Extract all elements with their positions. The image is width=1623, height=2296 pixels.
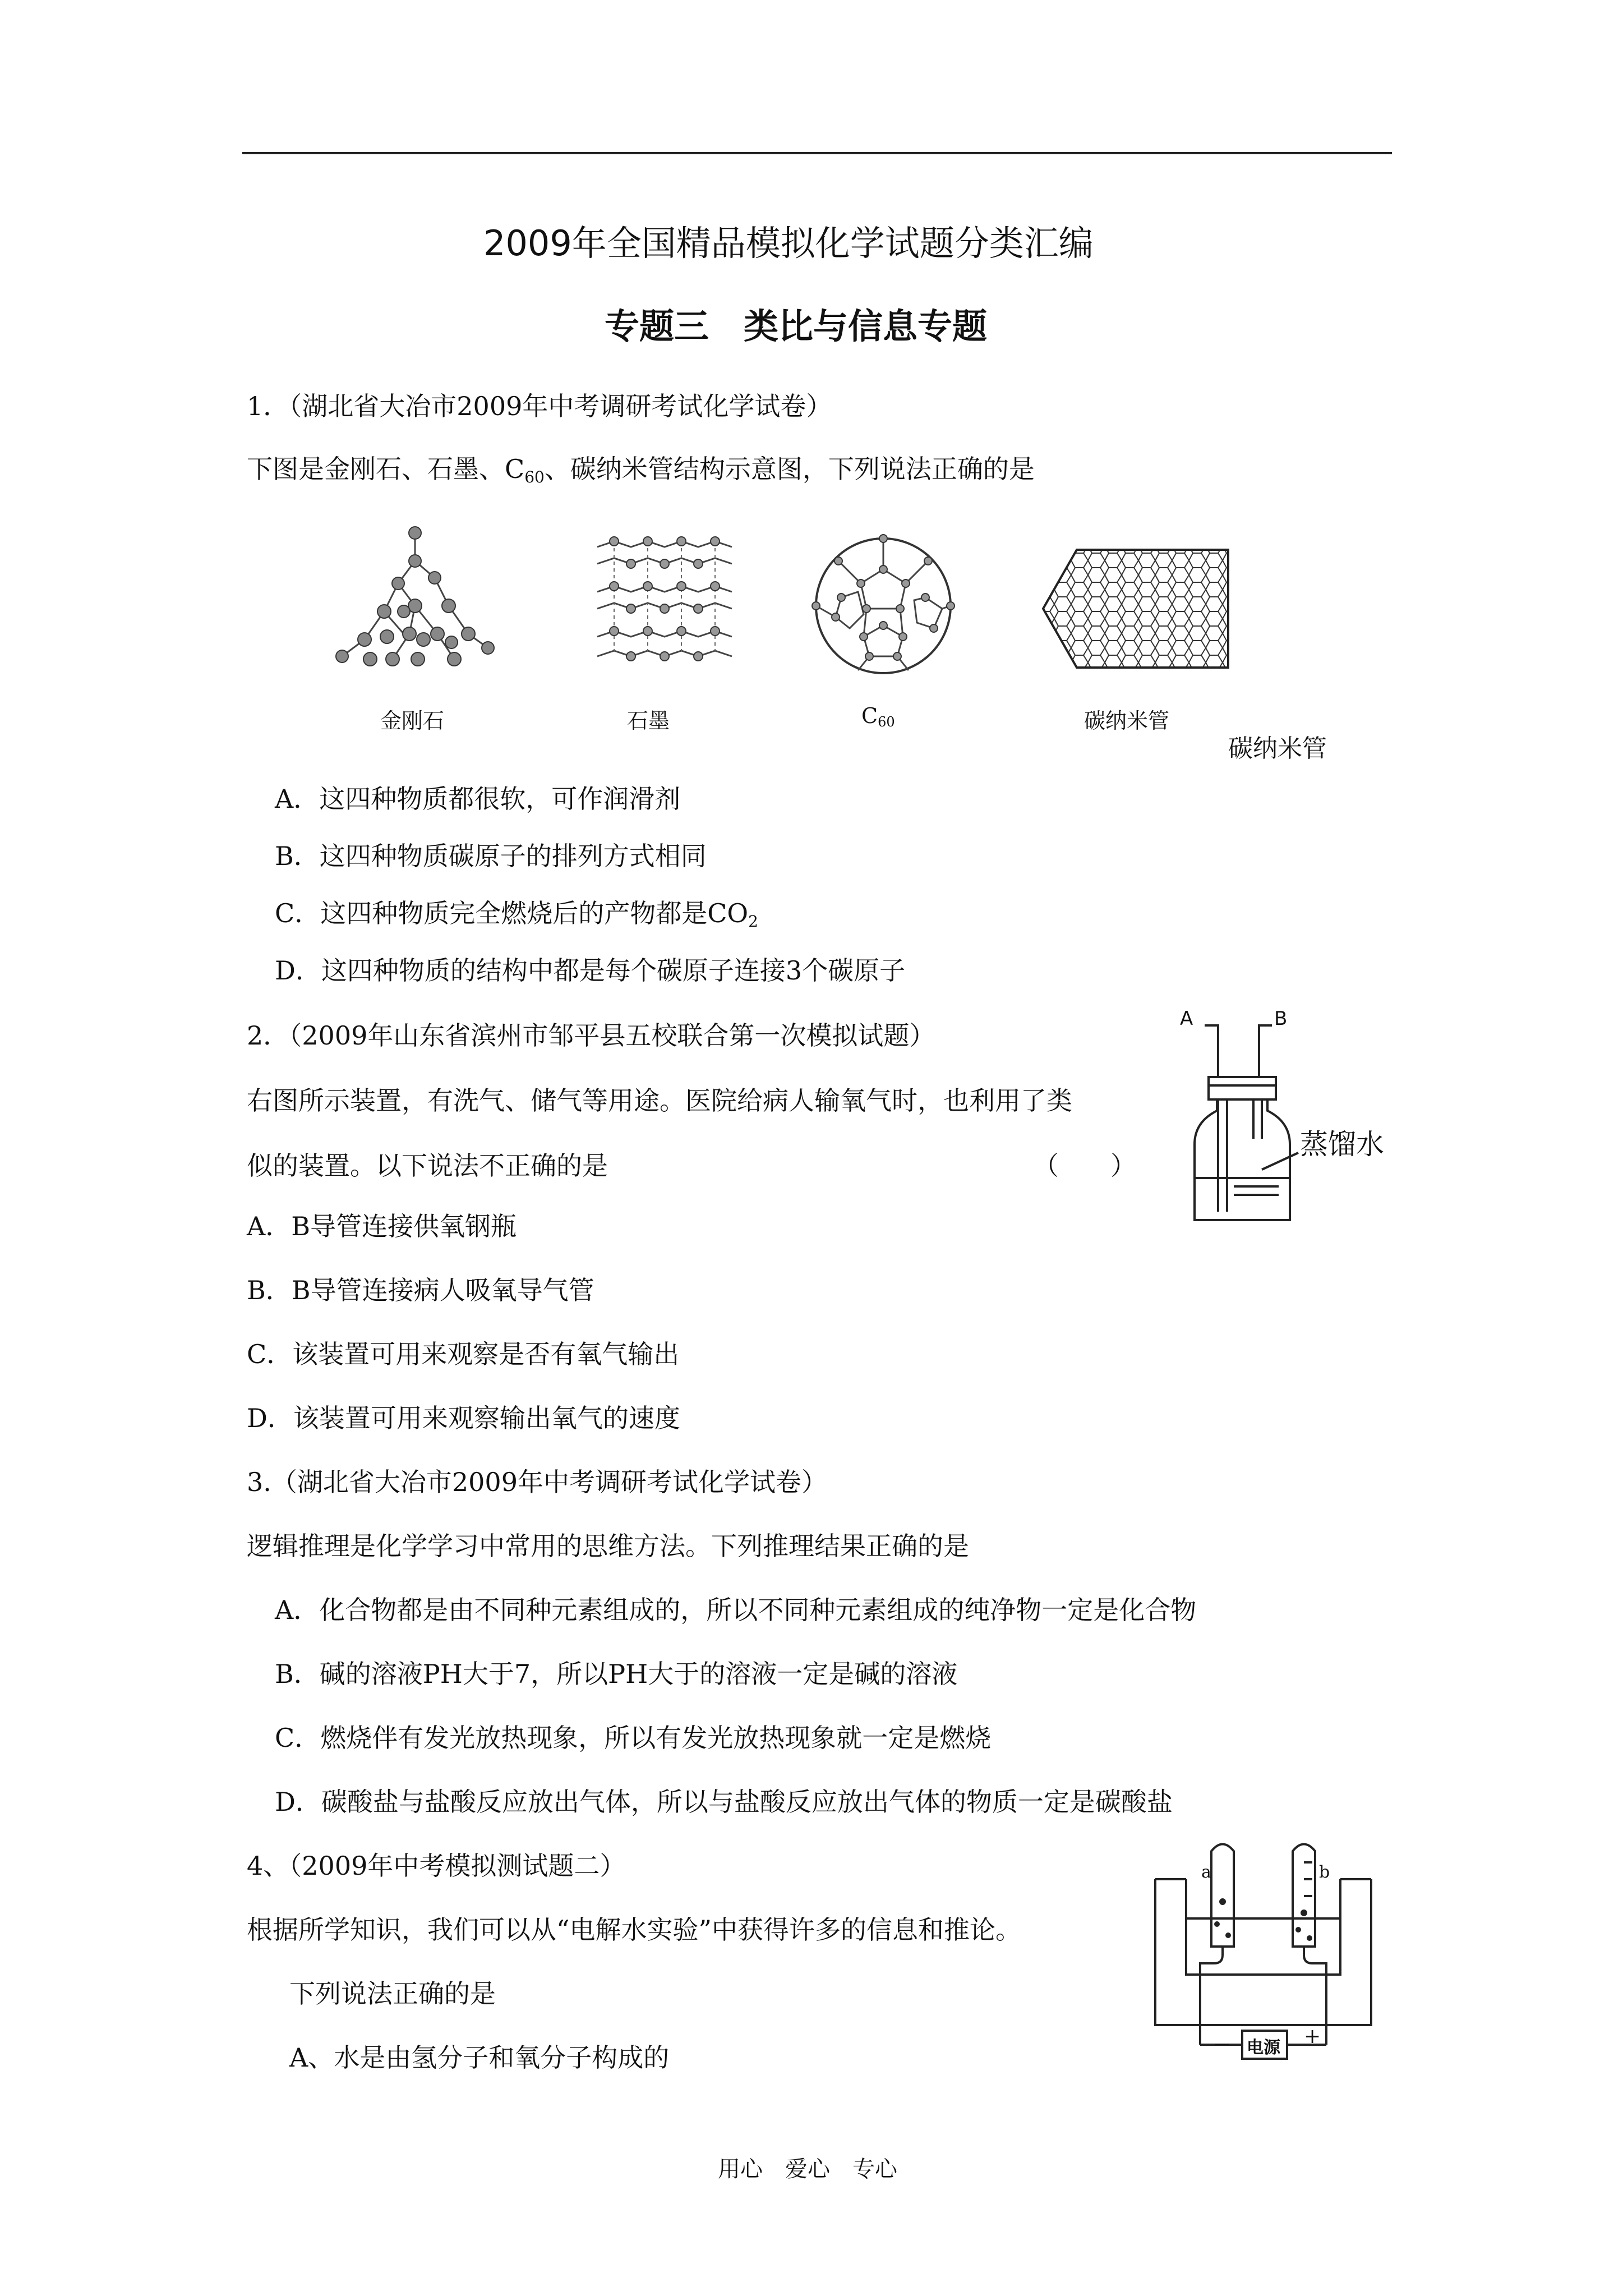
nanotube-structure-figure: [1038, 539, 1239, 679]
graphite-structure-figure: [592, 530, 737, 682]
q4-option-a: A、水是由氢分子和氧分子构成的: [289, 2042, 670, 2073]
q3-option-c: C．燃烧伴有发光放热现象，所以有发光放热现象就一定是燃烧: [275, 1723, 992, 1753]
diamond-caption: 金刚石: [380, 708, 445, 733]
q1-option-d: D．这四种物质的结构中都是每个碳原子连接3个碳原子: [275, 955, 906, 986]
c60-caption: C60: [861, 703, 895, 730]
negative-terminal-label: －: [1212, 2034, 1232, 2056]
q3-option-d: D．碳酸盐与盐酸反应放出气体，所以与盐酸反应放出气体的物质一定是碳酸盐: [275, 1787, 1173, 1817]
q4-stem-line2: 下列说法正确的是: [289, 1978, 496, 2009]
q3-number: 3.: [247, 1467, 271, 1497]
q3-stem: 逻辑推理是化学学习中常用的思维方法。下列推理结果正确的是: [247, 1531, 969, 1561]
q2-heading: [247, 1015, 935, 1052]
q2-answer-bracket: （ ）: [1033, 1151, 1136, 1181]
diamond-structure-figure: [331, 522, 499, 684]
c60-structure-figure: [808, 530, 959, 682]
nanotube-caption-extra: 碳纳米管: [1228, 734, 1327, 763]
header-rule: [242, 152, 1392, 154]
q1-stem: 下图是金刚石、石墨、$C_{60}$、碳纳米管结构示意图，下列说法正确的是: [247, 454, 1035, 486]
bottle-label-b: B: [1274, 1007, 1288, 1030]
q3-source: （湖北省大冶市2009年中考调研考试化学试卷）: [271, 1467, 827, 1497]
q1-source: （湖北省大冶市2009年中考调研考试化学试卷）: [289, 391, 832, 421]
q3-option-b: B．碱的溶液PH大于7，所以PH大于的溶液一定是碱的溶液: [275, 1659, 958, 1689]
document-subtitle: 专题三 类比与信息专题: [605, 306, 988, 347]
q4-source: （2009年中考模拟测试题二）: [289, 1851, 626, 1881]
positive-terminal-label: +: [1304, 2025, 1321, 2048]
bottle-liquid-label: 蒸馏水: [1300, 1128, 1384, 1161]
q1-option-b: B．这四种物质碳原子的排列方式相同: [275, 841, 707, 871]
q2-option-b: B．B导管连接病人吸氧导气管: [247, 1275, 594, 1305]
q1-option-c: C．这四种物质完全燃烧后的产物都是$CO_2$: [275, 898, 758, 931]
q4-stem-line1: 根据所学知识，我们可以从“电解水实验”中获得许多的信息和推论。: [247, 1915, 1022, 1945]
q4-heading: [247, 1846, 625, 1883]
q4-number: 4、: [247, 1851, 289, 1881]
q2-stem-line1: 右图所示装置，有洗气、储气等用途。医院给病人输氧气时，也利用了类: [247, 1085, 1072, 1116]
electrolysis-label-a: a: [1201, 1862, 1211, 1882]
q3-heading: [247, 1462, 827, 1499]
q2-option-c: C．该装置可用来观察是否有氧气输出: [247, 1339, 680, 1369]
q2-source: （2009年山东省滨州市邹平县五校联合第一次模拟试题）: [289, 1020, 935, 1051]
q2-number: 2．: [247, 1020, 289, 1051]
graphite-caption: 石墨: [627, 708, 670, 733]
page-footer: 用心 爱心 专心: [718, 2156, 897, 2182]
clipped-caption-fragments: [359, 739, 1032, 748]
q1-heading: [247, 386, 832, 423]
q1-option-a: A．这四种物质都很软，可作润滑剂: [275, 784, 681, 814]
electrolysis-label-b: b: [1319, 1862, 1330, 1882]
document-title: 2009年全国精品模拟化学试题分类汇编: [483, 223, 1094, 264]
q2-stem-line2: 似的装置。以下说法不正确的是: [247, 1151, 608, 1181]
power-source-label: 电源: [1247, 2038, 1280, 2058]
q2-option-d: D．该装置可用来观察输出氧气的速度: [247, 1403, 680, 1433]
q2-option-a: A．B导管连接供氧钢瓶: [247, 1211, 517, 1241]
bottle-label-a: A: [1180, 1007, 1193, 1030]
q3-option-a: A．化合物都是由不同种元素组成的，所以不同种元素组成的纯净物一定是化合物: [275, 1595, 1197, 1625]
nanotube-caption: 碳纳米管: [1084, 708, 1170, 733]
q1-number: 1．: [247, 391, 289, 421]
